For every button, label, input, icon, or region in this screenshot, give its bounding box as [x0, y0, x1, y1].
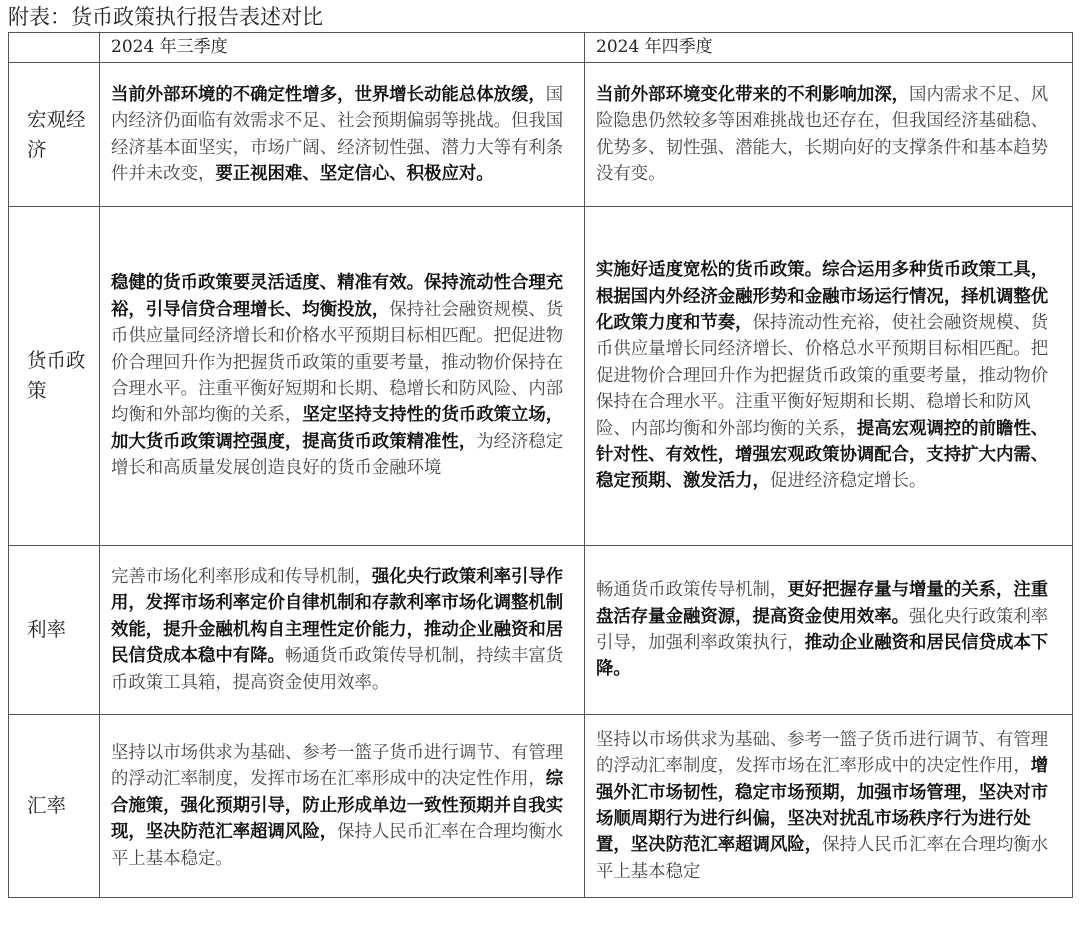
table-row: [9, 715, 1073, 898]
row-category-exchange-rate: 汇率: [9, 715, 100, 898]
row-q3-cell: [100, 715, 585, 898]
row-category-interest-rate: 利率: [9, 546, 100, 715]
table-row: [9, 63, 1073, 207]
body-text: 国内经济仍面临有效需求不足、社会预期偏弱等挑战。但我国经济基本面坚实，市场广阔、经济韧性强、潜力大等有利条件并未改变，: [111, 84, 564, 184]
emphasized-text: 坚定坚持支持性的货币政策立场，加大货币政策调控强度，提高货币政策精准性，: [111, 405, 564, 452]
emphasized-text: 实施好适度宽松的货币政策。综合运用多种货币政策工具，根据国内外经济金融形势和金融市场运行情况，择机调整优化政策力度和节奏，: [596, 260, 1049, 333]
emphasized-text: 当前外部环境的不确定性增多，世界增长动能总体放缓，: [111, 84, 546, 105]
body-text: 国内需求不足、风险隐患仍然较多等困难挑战也还存在，但我国经济基础稳、优势多、韧性强、潜能大，长期向好的支撑条件和基本趋势没有变。: [596, 84, 1049, 184]
table-row: [9, 207, 1073, 546]
row-q4-cell: [585, 63, 1073, 207]
table-row: [9, 546, 1073, 715]
body-text: 畅通货币政策传导机制，持续丰富货币政策工具箱，提高资金使用效率。: [111, 646, 564, 693]
emphasized-text: 更好把握存量与增量的关系，注重盘活存量金融资源，提高资金使用效率。: [596, 580, 1049, 627]
body-text: 促进经济稳定增长。: [769, 471, 927, 492]
body-text: 保持社会融资规模、货币供应量同经济增长和价格水平预期目标相匹配。把促进物价合理回升作为把握货币政策的重要考量，推动物价保持在合理水平。注重平衡好短期和长期、稳增长和防风险、内部均衡和外部均衡的关系，: [111, 299, 564, 426]
row-category-macro: 宏观经济: [9, 63, 100, 207]
body-text: 坚持以市场供求为基础、参考一篮子货币进行调节、有管理的浮动汇率制度，发挥市场在汇率形成中的决定性作用，: [111, 742, 564, 790]
row-q3-cell: [100, 63, 585, 207]
body-text: 保持人民币汇率在合理均衡水平上基本稳定: [596, 835, 1049, 882]
row-q4-cell: [585, 715, 1073, 898]
emphasized-text: 提高宏观调控的前瞻性、针对性、有效性，增强宏观政策协调配合，支持扩大内需、稳定预期、激发活力，: [596, 418, 1049, 492]
body-text: 坚持以市场供求为基础、参考一篮子货币进行调节、有管理的浮动汇率制度，发挥市场在汇率形成中的决定性作用，: [596, 729, 1049, 777]
emphasized-text: 要正视困难、坚定信心、积极应对。: [215, 163, 494, 184]
header-q3-cell: 2024 年三季度: [100, 33, 585, 63]
row-category-monetary-policy: 货币政策: [9, 207, 100, 546]
body-text: 强化央行政策利率引导，加强利率政策执行，: [596, 606, 1049, 653]
body-text: 完善市场化利率形成和传导机制，: [111, 566, 372, 587]
header-category-cell: [9, 33, 100, 63]
emphasized-text: 综合施策，强化预期引导，防止形成单边一致性预期并自我实现，坚决防范汇率超调风险，: [111, 769, 564, 843]
header-q4-cell: 2024 年四季度: [585, 33, 1073, 63]
row-q4-cell: [585, 546, 1073, 715]
header-row: [9, 33, 1073, 63]
comparison-table: [8, 32, 1073, 898]
row-q3-cell: [100, 207, 585, 546]
body-text: 为经济稳定增长和高质量发展创造良好的货币金融环境: [111, 431, 564, 479]
emphasized-text: 当前外部环境变化带来的不利影响加深，: [596, 84, 910, 105]
body-text: 保持流动性充裕，使社会融资规模、货币供应量增长同经济增长、价格总水平预期目标相匹配。把促进物价合理回升作为把握货币政策的重要考量，推动物价保持在合理水平。注重平衡好短期和长期、稳增长和防风险、内部均衡和外部均衡的关系，: [596, 312, 1049, 439]
body-text: 畅通货币政策传导机制，: [596, 580, 788, 601]
row-q4-cell: [585, 207, 1073, 546]
body-text: 保持人民币汇率在合理均衡水平上基本稳定。: [111, 822, 564, 869]
emphasized-text: 推动企业融资和居民信贷成本下降。: [596, 633, 1049, 680]
emphasized-text: 稳健的货币政策要灵活适度、精准有效。保持流动性合理充裕，引导信贷合理增长、均衡投放，: [111, 273, 564, 320]
row-q3-cell: [100, 546, 585, 715]
table-title: 附表：货币政策执行报告表述对比: [8, 5, 323, 29]
emphasized-text: 增强外汇市场韧性，稳定市场预期，加强市场管理，坚决对市场顺周期行为进行纠偏，坚决对扰乱市场秩序行为进行处置，坚决防范汇率超调风险，: [596, 756, 1049, 856]
emphasized-text: 强化央行政策利率引导作用，发挥市场利率定价自律机制和存款利率市场化调整机制效能，提升金融机构自主理性定价能力，推动企业融资和居民信贷成本稳中有降。: [111, 566, 564, 667]
